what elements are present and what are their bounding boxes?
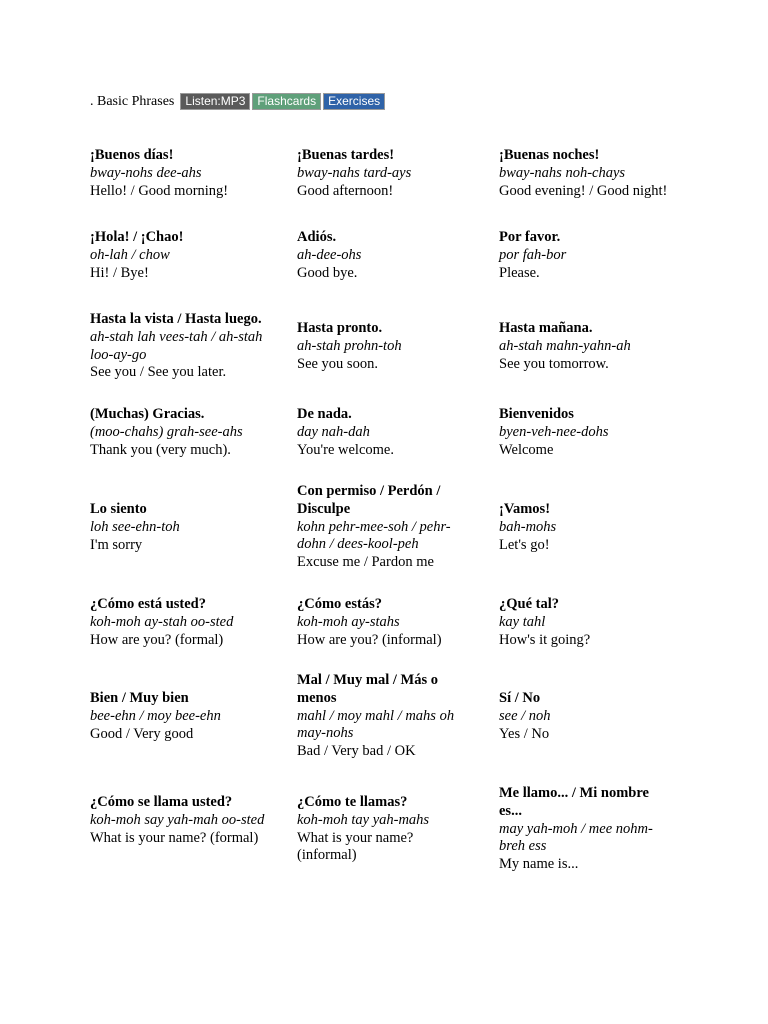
- spanish-phrase: Bien / Muy bien: [90, 690, 189, 706]
- english-translation: My name is...: [499, 856, 579, 873]
- pronunciation: ah-stah lah vees-tah / ah-stah loo-ay-go: [90, 328, 263, 363]
- phrase-item: [297, 406, 482, 459]
- english-translation: See you / See you later.: [90, 364, 227, 381]
- pronunciation: por fah-bor: [499, 246, 567, 263]
- phrase-item: [90, 501, 280, 554]
- english-translation: Bad / Very bad / OK: [297, 743, 416, 760]
- phrase-item: [90, 690, 280, 743]
- english-translation: Hello! / Good morning!: [90, 182, 229, 199]
- phrase-item: [90, 406, 280, 459]
- english-translation: Yes / No: [499, 725, 550, 742]
- pronunciation: ah-stah mahn-yahn-ah: [499, 337, 631, 354]
- spanish-phrase: ¡Vamos!: [499, 501, 551, 517]
- phrase-item: [90, 596, 280, 649]
- phrase-item: [297, 147, 482, 200]
- pronunciation: kohn pehr-mee-soh / pehr-dohn / dees-kool-peh: [297, 518, 451, 553]
- pronunciation: oh-lah / chow: [90, 246, 170, 263]
- spanish-phrase: Mal / Muy mal / Más o menos: [297, 672, 438, 706]
- english-translation: How are you? (informal): [297, 631, 442, 648]
- phrase-item: [90, 147, 280, 200]
- spanish-phrase: Me llamo... / Mi nombre es...: [499, 785, 649, 819]
- phrase-item: [297, 229, 482, 282]
- phrase-item: [499, 406, 689, 459]
- spanish-phrase: ¡Hola! / ¡Chao!: [90, 229, 184, 245]
- phrase-item: [499, 690, 689, 743]
- pronunciation: may yah-moh / mee nohm-breh ess: [499, 820, 653, 855]
- english-translation: I'm sorry: [90, 536, 143, 553]
- spanish-phrase: ¡Buenas noches!: [499, 147, 600, 163]
- pronunciation: (moo-chahs) grah-see-ahs: [90, 423, 243, 440]
- phrase-item: [297, 483, 472, 572]
- phrase-item: [297, 596, 482, 649]
- phrase-item: [499, 596, 689, 649]
- spanish-phrase: Lo siento: [90, 501, 147, 517]
- spanish-phrase: Sí / No: [499, 690, 541, 706]
- exercises-button[interactable]: Exercises: [323, 93, 385, 110]
- english-translation: You're welcome.: [297, 441, 394, 458]
- phrase-item: [499, 229, 689, 282]
- page-title: . Basic Phrases: [90, 93, 175, 109]
- phrase-item: [297, 672, 472, 761]
- english-translation: Please.: [499, 264, 540, 281]
- phrase-item: [297, 320, 482, 373]
- pronunciation: koh-moh ay-stah oo-sted: [90, 613, 234, 630]
- english-translation: Welcome: [499, 441, 554, 458]
- spanish-phrase: Hasta pronto.: [297, 320, 383, 336]
- english-translation: Good evening! / Good night!: [499, 182, 668, 199]
- phrase-item: [499, 147, 689, 200]
- spanish-phrase: ¡Buenos días!: [90, 147, 174, 163]
- spanish-phrase: ¿Qué tal?: [499, 596, 560, 612]
- english-translation: Thank you (very much).: [90, 441, 231, 458]
- pronunciation: day nah-dah: [297, 423, 370, 440]
- pronunciation: kay tahl: [499, 613, 546, 630]
- phrase-item: [90, 794, 275, 847]
- spanish-phrase: ¡Buenas tardes!: [297, 147, 395, 163]
- spanish-phrase: Hasta la vista / Hasta luego.: [90, 311, 262, 327]
- spanish-phrase: (Muchas) Gracias.: [90, 406, 205, 422]
- pronunciation: loh see-ehn-toh: [90, 518, 180, 535]
- spanish-phrase: Bienvenidos: [499, 406, 574, 422]
- english-translation: Excuse me / Pardon me: [297, 554, 434, 571]
- spanish-phrase: De nada.: [297, 406, 352, 422]
- english-translation: What is your name? (formal): [90, 829, 259, 846]
- pronunciation: see / noh: [499, 707, 551, 724]
- listen-mp3-button[interactable]: Listen:MP3: [180, 93, 250, 110]
- spanish-phrase: ¿Cómo estás?: [297, 596, 382, 612]
- pronunciation: koh-moh ay-stahs: [297, 613, 400, 630]
- phrase-item: [499, 320, 689, 373]
- spanish-phrase: Adiós.: [297, 229, 337, 245]
- flashcards-button[interactable]: Flashcards: [252, 93, 321, 110]
- phrase-item: [90, 229, 280, 282]
- spanish-phrase: Por favor.: [499, 229, 561, 245]
- pronunciation: mahl / moy mahl / mahs oh may-nohs: [297, 707, 455, 742]
- phrase-item: [90, 311, 280, 382]
- phrase-item: [297, 794, 462, 865]
- english-translation: Good bye.: [297, 264, 358, 281]
- english-translation: See you soon.: [297, 355, 378, 372]
- pronunciation: bee-ehn / moy bee-ehn: [90, 707, 221, 724]
- spanish-phrase: ¿Cómo te llamas?: [297, 794, 408, 810]
- phrase-item: [499, 501, 689, 554]
- spanish-phrase: Con permiso / Perdón / Disculpe: [297, 483, 441, 517]
- spanish-phrase: ¿Cómo está usted?: [90, 596, 206, 612]
- english-translation: Let's go!: [499, 536, 550, 553]
- spanish-phrase: ¿Cómo se llama usted?: [90, 794, 233, 810]
- pronunciation: koh-moh say yah-mah oo-sted: [90, 811, 265, 828]
- phrase-item: [499, 785, 674, 874]
- english-translation: Hi! / Bye!: [90, 264, 149, 281]
- pronunciation: bah-mohs: [499, 518, 557, 535]
- page-header: [90, 93, 387, 110]
- english-translation: How are you? (formal): [90, 631, 224, 648]
- spanish-phrase: Hasta mañana.: [499, 320, 593, 336]
- pronunciation: ah-stah prohn-toh: [297, 337, 402, 354]
- english-translation: Good afternoon!: [297, 182, 394, 199]
- english-translation: What is your name? (informal): [297, 829, 414, 864]
- pronunciation: bway-nahs noh-chays: [499, 164, 626, 181]
- pronunciation: koh-moh tay yah-mahs: [297, 811, 430, 828]
- pronunciation: byen-veh-nee-dohs: [499, 423, 609, 440]
- english-translation: How's it going?: [499, 631, 591, 648]
- english-translation: Good / Very good: [90, 725, 194, 742]
- pronunciation: bway-nahs tard-ays: [297, 164, 412, 181]
- pronunciation: ah-dee-ohs: [297, 246, 362, 263]
- english-translation: See you tomorrow.: [499, 355, 609, 372]
- pronunciation: bway-nohs dee-ahs: [90, 164, 202, 181]
